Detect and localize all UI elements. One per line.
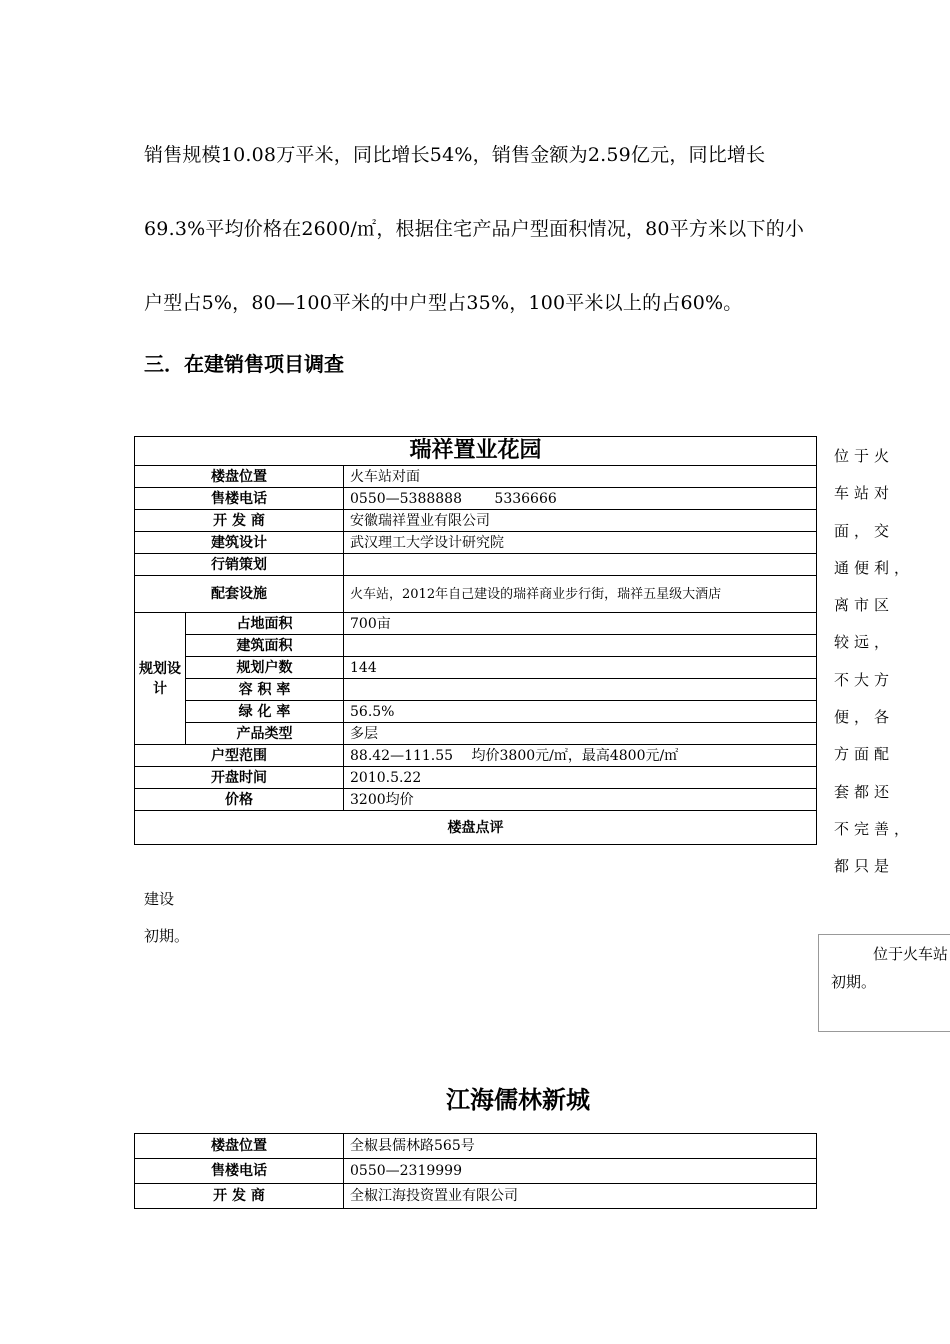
developer-value: 全椒江海投资置业有限公司 bbox=[344, 1184, 817, 1209]
side-review-line: 套都还 bbox=[834, 782, 895, 801]
project-table-ruixiang bbox=[134, 436, 817, 845]
unit-range-value: 88.42—111.55 均价3800元/㎡，最高4800元/㎡ bbox=[344, 745, 817, 767]
building-area-value bbox=[344, 635, 817, 657]
paragraph-line-3: 户型占5%，80—100平米的中户型占35%，100平米以上的占60%。 bbox=[144, 292, 743, 314]
location-value: 全椒县儒林路565号 bbox=[344, 1134, 817, 1159]
price-label: 价格 bbox=[135, 789, 344, 811]
side-review-line: 通便利， bbox=[834, 558, 915, 577]
facilities-value: 火车站，2012年自己建设的瑞祥商业步行街，瑞祥五星级大酒店 bbox=[344, 576, 817, 613]
floating-text-box bbox=[818, 934, 950, 1032]
land-label: 占地面积 bbox=[186, 613, 344, 635]
plot-ratio-label: 容 积 率 bbox=[186, 679, 344, 701]
opening-value: 2010.5.22 bbox=[344, 767, 817, 789]
side-review-line: 都只是 bbox=[834, 857, 895, 876]
side-review-line: 方面配 bbox=[834, 745, 895, 764]
side-review-line: 较远， bbox=[834, 633, 895, 652]
product-value: 多层 bbox=[344, 723, 817, 745]
text-box-line-2: 初期。 bbox=[831, 973, 877, 991]
project2-title: 江海儒林新城 bbox=[446, 1086, 590, 1114]
developer-label: 开 发 商 bbox=[135, 510, 344, 532]
phone-label: 售楼电话 bbox=[135, 1159, 344, 1184]
side-review-line: 面，交 bbox=[834, 521, 895, 540]
location-label: 楼盘位置 bbox=[135, 466, 344, 488]
continued-text-line-1: 建设 bbox=[144, 890, 175, 908]
marketing-label: 行销策划 bbox=[135, 554, 344, 576]
phone-value: 0550—2319999 bbox=[344, 1159, 817, 1184]
product-label: 产品类型 bbox=[186, 723, 344, 745]
paragraph-line-1: 销售规模10.08万平米，同比增长54%，销售金额为2.59亿元，同比增长 bbox=[144, 144, 766, 166]
unit-range-label: 户型范围 bbox=[135, 745, 344, 767]
plot-ratio-value bbox=[344, 679, 817, 701]
households-value: 144 bbox=[344, 657, 817, 679]
planning-label: 规划设计 bbox=[135, 613, 186, 745]
side-review-line: 不完善， bbox=[834, 819, 915, 838]
side-review-line: 不大方 bbox=[834, 670, 895, 689]
building-area-label: 建筑面积 bbox=[186, 635, 344, 657]
location-label: 楼盘位置 bbox=[135, 1134, 344, 1159]
project-table-jianghai bbox=[134, 1133, 817, 1209]
side-review-text bbox=[834, 438, 915, 886]
design-value: 武汉理工大学设计研究院 bbox=[344, 532, 817, 554]
price-value: 3200均价 bbox=[344, 789, 817, 811]
project-title: 瑞祥置业花园 bbox=[135, 437, 817, 466]
side-review-line: 便，各 bbox=[834, 708, 895, 727]
side-review-line: 位于火 bbox=[834, 447, 895, 465]
households-label: 规划户数 bbox=[186, 657, 344, 679]
green-label: 绿 化 率 bbox=[186, 701, 344, 723]
phone-label: 售楼电话 bbox=[135, 488, 344, 510]
design-label: 建筑设计 bbox=[135, 532, 344, 554]
land-value: 700亩 bbox=[344, 613, 817, 635]
green-value: 56.5% bbox=[344, 701, 817, 723]
developer-value: 安徽瑞祥置业有限公司 bbox=[344, 510, 817, 532]
section-heading: 三．在建销售项目调查 bbox=[144, 352, 344, 376]
continued-text-line-2: 初期。 bbox=[144, 927, 190, 945]
location-value: 火车站对面 bbox=[344, 466, 817, 488]
text-box-line-1: 位于火车站 bbox=[873, 945, 949, 963]
review-label: 楼盘点评 bbox=[135, 811, 817, 845]
opening-label: 开盘时间 bbox=[135, 767, 344, 789]
side-review-line: 车站对 bbox=[834, 484, 895, 503]
marketing-value bbox=[344, 554, 817, 576]
paragraph-line-2: 69.3%平均价格在2600/㎡，根据住宅产品户型面积情况，80平方米以下的小 bbox=[144, 218, 805, 240]
phone-value: 0550—5388888 5336666 bbox=[344, 488, 817, 510]
facilities-label: 配套设施 bbox=[135, 576, 344, 613]
side-review-line: 离市区 bbox=[834, 596, 895, 615]
developer-label: 开 发 商 bbox=[135, 1184, 344, 1209]
